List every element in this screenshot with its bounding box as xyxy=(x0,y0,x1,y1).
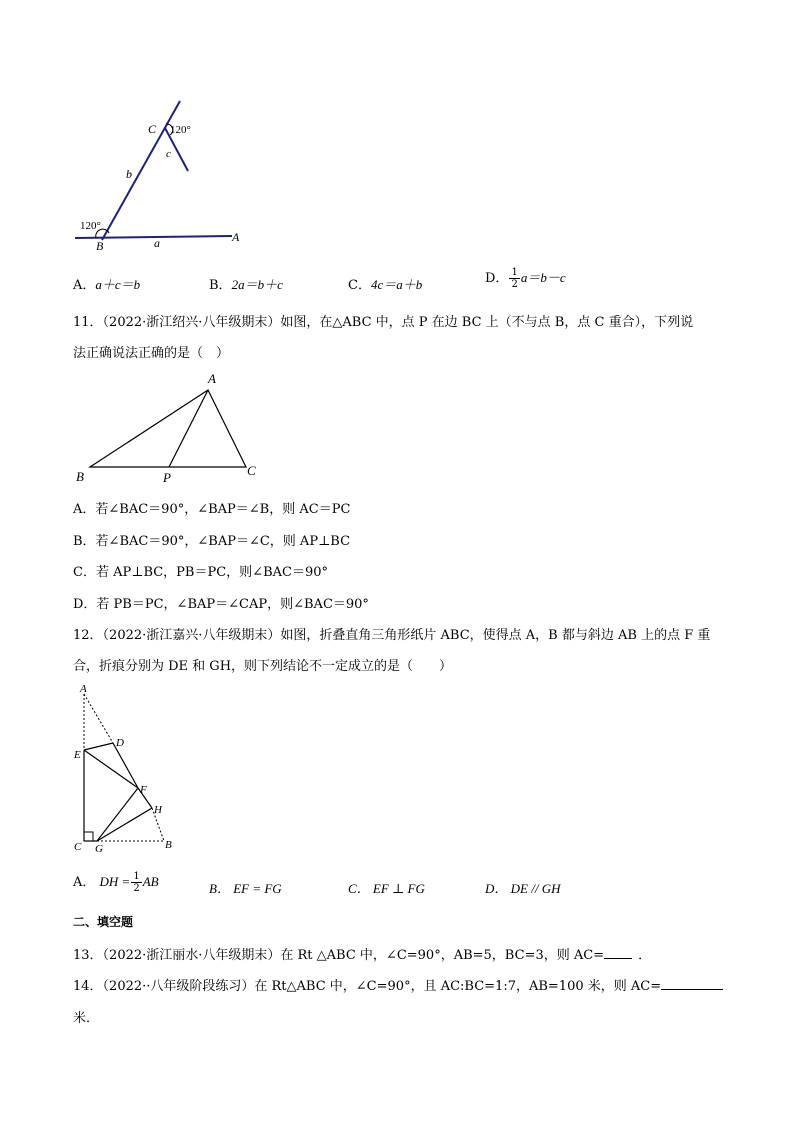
label-angle-C: 120° xyxy=(170,124,191,136)
label-B: B xyxy=(96,239,104,253)
segment-ap xyxy=(169,390,208,467)
figure-q12 xyxy=(66,680,186,855)
fold-gh xyxy=(97,808,152,841)
q13-stem xyxy=(73,944,651,963)
label-B: B xyxy=(76,469,84,484)
label-G: G xyxy=(95,843,103,855)
label-c: c xyxy=(166,148,171,160)
q10-option-d xyxy=(485,267,566,290)
q13-answer-blank[interactable] xyxy=(604,946,632,959)
q11-option-b: B．若∠BAC＝90°，∠BAP＝∠C，则 AP⊥BC xyxy=(73,534,351,549)
line-b xyxy=(102,101,180,240)
q11-stem-line1: 11．（2022·浙江绍兴·八年级期末）如图，在△ABC 中，点 P 在边 BC 上（不与点 B，点 C 重合），下列说 xyxy=(73,315,694,330)
q12-option-c: C． EF ⊥ FG xyxy=(348,881,425,896)
option-letter: A． xyxy=(73,278,96,293)
option-letter: D． xyxy=(485,271,509,286)
q12-stem-line2: 合，折痕分别为 DE 和 GH，则下列结论不一定成立的是（ ） xyxy=(73,659,453,674)
q11-option-d: D．若 PB＝PC，∠BAP＝∠CAP，则∠BAC＝90° xyxy=(73,597,369,612)
label-E: E xyxy=(74,749,81,761)
label-C: C xyxy=(74,841,82,853)
option-letter: A． xyxy=(73,875,96,890)
segment-fg xyxy=(97,788,138,841)
q12-option-b: B． EF = FG xyxy=(209,881,282,896)
option-letter: B． xyxy=(209,278,232,293)
section-title-fill-in: 二、填空题 xyxy=(73,915,134,929)
q14-stem xyxy=(73,975,723,994)
q11-option-a: A．若∠BAC＝90°，∠BAP＝∠B，则 AC＝PC xyxy=(73,502,351,517)
segment-ef xyxy=(84,750,138,788)
label-P: P xyxy=(163,470,171,485)
q13-text: 13．（2022·浙江丽水·八年级期末）在 Rt △ABC 中，∠C=90°，AB=5，BC=3，则 AC= xyxy=(73,948,605,963)
dotted-ad xyxy=(84,694,113,743)
option-rhs: AB xyxy=(142,874,159,889)
label-a: a xyxy=(154,236,160,250)
label-angle-B: 120° xyxy=(80,220,101,232)
option-text: a＝b－c xyxy=(520,270,566,285)
label-C: C xyxy=(247,463,256,478)
option-text: 2a＝b＋c xyxy=(231,277,283,292)
fraction xyxy=(509,267,519,290)
label-F: F xyxy=(140,784,147,796)
q11-option-c: C．若 AP⊥BC，PB＝PC，则∠BAC＝90° xyxy=(73,565,328,580)
triangle-abc xyxy=(90,390,246,467)
q14-text: 14．（2022··八年级阶段练习）在 Rt△ABC 中，∠C=90°，且 AC:BC=1:7，AB=100 米，则 AC= xyxy=(73,979,662,994)
q14-stem-line2: 米． xyxy=(73,1011,100,1026)
q10-option-a xyxy=(73,274,140,293)
fraction-denominator: 2 xyxy=(133,883,140,894)
label-b: b xyxy=(126,167,132,181)
q11-stem-line2: 法正确说法正确的是（ ） xyxy=(73,346,230,361)
q10-option-c xyxy=(348,274,422,293)
option-letter: C． xyxy=(348,278,371,293)
option-text: 4c＝a＋b xyxy=(370,277,423,292)
figure-q11 xyxy=(70,368,270,488)
q14-answer-blank[interactable] xyxy=(661,977,723,990)
label-A: A xyxy=(80,683,87,695)
option-lhs: DH = xyxy=(99,874,131,889)
label-C: C xyxy=(148,122,157,136)
option-text: a＋c＝b xyxy=(95,277,141,292)
label-B: B xyxy=(165,839,172,851)
fold-ed xyxy=(84,743,113,750)
fraction-denominator: 2 xyxy=(511,279,518,290)
fraction-numerator: 1 xyxy=(511,267,518,278)
label-D: D xyxy=(116,737,124,749)
q13-tail: ． xyxy=(638,948,652,963)
q10-option-b xyxy=(209,274,283,293)
fraction-numerator: 1 xyxy=(133,871,140,882)
fraction xyxy=(131,871,141,894)
label-A: A xyxy=(208,371,216,386)
q12-option-d: D． DE // GH xyxy=(485,881,561,896)
side-df xyxy=(113,743,138,788)
label-A: A xyxy=(232,230,240,244)
q12-option-a xyxy=(73,871,159,894)
q12-stem-line1: 12．（2022·浙江嘉兴·八年级期末）如图，折叠直角三角形纸片 ABC，使得点 A，B 都与斜边 AB 上的点 F 重 xyxy=(73,628,711,643)
label-H: H xyxy=(154,804,162,816)
right-angle-mark xyxy=(84,832,93,841)
figure-q10 xyxy=(60,95,260,255)
